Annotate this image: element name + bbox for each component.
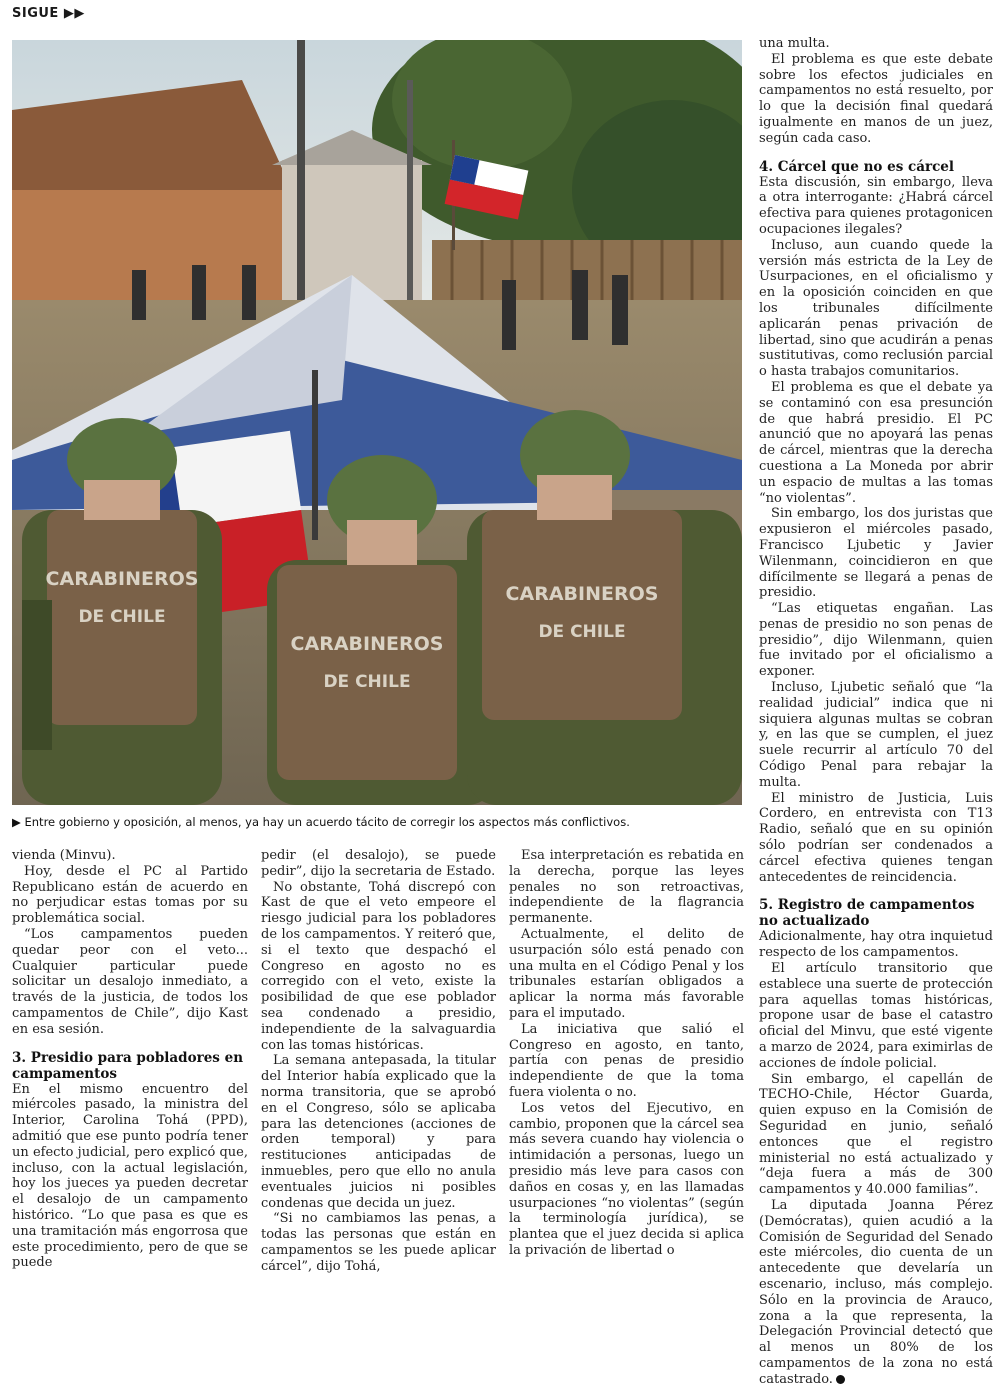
paragraph: Esa interpretación es rebatida en la derecha, porque las leyes penales no son retroactivas, independiente de la flagrancia permanente. [509, 848, 744, 927]
paragraph: “Si no cambiamos las penas, a todas las personas que están en campamentos se les puede aplicar cárcel”, dijo Tohá, [261, 1211, 496, 1274]
paragraph: No obstante, Tohá discrepó con Kast de que el veto empeore el riesgo judicial para los pobladores de los campamentos. Y reiteró que, si el texto que despachó el Congreso en agosto no es corregido con el veto, existe la posibilidad de que ese poblador sea condenado a presidio, independiente de la salvaguardia con las tomas históricas. [261, 879, 496, 1053]
paragraph: “Los campamentos pueden quedar peor con el veto... Cualquier particular puede solicitar un desalojo inmediato, a través de la justicia, de todos los campamentos de Chile”, dijo Kast en esa sesión. [12, 926, 248, 1037]
vest-text-middle-bottom: DE CHILE [323, 672, 411, 692]
paragraph: En el mismo encuentro del miércoles pasado, la ministra del Interior, Carolina Tohá (PPD), admitió que ese punto podría tener un efecto judicial, pero explicó que, incluso, con la actual legislación, hoy los jueces ya pueden decretar el desalojo de un campamento histórico. “Lo que pasa es que es una tramitación más engorrosa que este procedimiento, pero de que se puede [12, 1081, 248, 1271]
end-of-article-dot-icon [836, 1375, 845, 1384]
article-column-3 [509, 848, 744, 1259]
vest-text-right-bottom: DE CHILE [538, 622, 626, 642]
vest-text-middle-top: CARABINEROS [290, 633, 444, 655]
photo-illustration [12, 40, 742, 805]
section-heading-5: 5. Registro de campamentos no actualizado [759, 897, 975, 930]
paragraph: Los vetos del Ejecutivo, en cambio, proponen que la cárcel sea más severa cuando hay violencia o intimidación a personas, luego un presidio más leve para casos con daños en cosas y, en las llamadas usurpaciones “no violentas” (según la terminología jurídica), se plantea que el juez decida si aplica la privación de libertad o [509, 1100, 744, 1258]
paragraph: una multa. [759, 36, 830, 51]
paragraph: Adicionalmente, hay otra inquietud respecto de los campamentos. [759, 929, 993, 961]
paragraph-final [759, 1198, 993, 1388]
vest-text-left-top: CARABINEROS [45, 568, 199, 590]
section-heading-4: 4. Cárcel que no es cárcel [759, 158, 955, 175]
vest-text-left-bottom: DE CHILE [78, 607, 166, 627]
paragraph-final-text: La diputada Joanna Pérez (Demócratas), quien acudió a la Comisión de Seguridad del Senado este miércoles, dio cuenta de un antecedente que develaría un escenario, incluso, más complejo. Sólo en la provincia de Arauco, zona a la que representa, la Delegación Provincial detectó que al menos un 80% de los campamentos de la zona no está catastrado. [759, 1197, 993, 1387]
paragraph: Incluso, Ljubetic señaló que “la realidad judicial” indica que ni siquiera algunas multas se cobran y, en las que se cumplen, el juez suele recurrir al artículo 70 del Código Penal para rebajar la multa. [759, 680, 993, 790]
paragraph: El problema es que el debate ya se contaminó con esa presunción de que habrá presidio. El PC anunció que no apoyará las penas de cárcel, mientras que la derecha cuestiona a La Moneda por abrir un espacio de multas a las tomas “no violentas”. [759, 379, 993, 506]
article-column-4 [759, 36, 993, 1388]
section-heading-3: 3. Presidio para pobladores en campamentos [12, 1049, 244, 1082]
paragraph: El artículo transitorio que establece una suerte de protección para aquellas tomas históricas, propone usar de base el catastro oficial del Minvu, que esté vigente a marzo de 2024, para eximirlas de acciones de índole policial. [759, 961, 993, 1071]
paragraph: El ministro de Justicia, Luis Cordero, en entrevista con T13 Radio, señaló que en su opinión sólo podrían ser condenados a cárcel efectiva quienes tengan antecedentes de reincidencia. [759, 790, 993, 885]
paragraph: “Las etiquetas engañan. Las penas de presidio no son penas de presidio”, dijo Wilenmann, quien fue invitado por el oficialismo a exponer. [759, 601, 993, 680]
paragraph: vienda (Minvu). [12, 848, 116, 863]
article-column-2 [261, 848, 496, 1275]
paragraph: Incluso, aun cuando quede la versión más estricta de la Ley de Usurpaciones, en el oficialismo y en la oposición coinciden en que los tribunales difícilmente aplicarán penas privación de libertad, sino que acudirán a penas sustitutivas, como reclusión parcial o hasta trabajos comunitarios. [759, 237, 994, 380]
paragraph: pedir (el desalojo), se puede pedir”, dijo la secretaria de Estado. [261, 848, 496, 879]
sigue-label: SIGUE ▶▶ [12, 6, 85, 21]
vest-text-right-top: CARABINEROS [505, 583, 659, 605]
article-column-1 [12, 848, 248, 1271]
paragraph: Actualmente, el delito de usurpación sólo está penado con una multa en el Código Penal y los tribunales estarían obligados a aplicar la norma más favorable para el imputado. [509, 926, 744, 1021]
paragraph: Sin embargo, el capellán de TECHO-Chile, Héctor Guarda, quien expuso en la Comisión de Seguridad en junio, señaló entonces que el registro ministerial no está actualizado y “deja fuera a más de 300 campamentos y 40.000 familias”. [759, 1071, 993, 1198]
paragraph: Sin embargo, los dos juristas que expusieron el miércoles pasado, Francisco Ljubetic y Javier Wilenmann, coincidieron en que difícilmente se llegará a penas de presidio. [759, 506, 993, 601]
paragraph: La iniciativa que salió el Congreso en agosto, en tanto, partía con penas de presidio independiente de que la toma fuera violenta o no. [509, 1021, 744, 1100]
news-photo [12, 40, 742, 805]
paragraph: Hoy, desde el PC al Partido Republicano están de acuerdo en no perjudicar estas tomas por su problemática social. [12, 863, 248, 927]
paragraph: El problema es que este debate sobre los efectos judiciales en campamentos no está resuelto, por lo que la decisión final quedará igualmente en manos de un juez, según cada caso. [759, 51, 993, 146]
paragraph: Esta discusión, sin embargo, lleva a otra interrogante: ¿Habrá cárcel efectiva para quienes protagonicen ocupaciones ilegales? [759, 174, 993, 237]
paragraph: La semana antepasada, la titular del Interior había explicado que la norma transitoria, que se aprobó en el Congreso, sólo se aplicaba para las detenciones (acciones de orden temporal) y para restituciones anticipadas de inmuebles, pero que ello no anula eventuales juicios ni posibles condenas que decida un juez. [261, 1053, 496, 1211]
photo-caption: ▶ Entre gobierno y oposición, al menos, ya hay un acuerdo tácito de corregir los aspectos más conflictivos. [12, 815, 630, 829]
